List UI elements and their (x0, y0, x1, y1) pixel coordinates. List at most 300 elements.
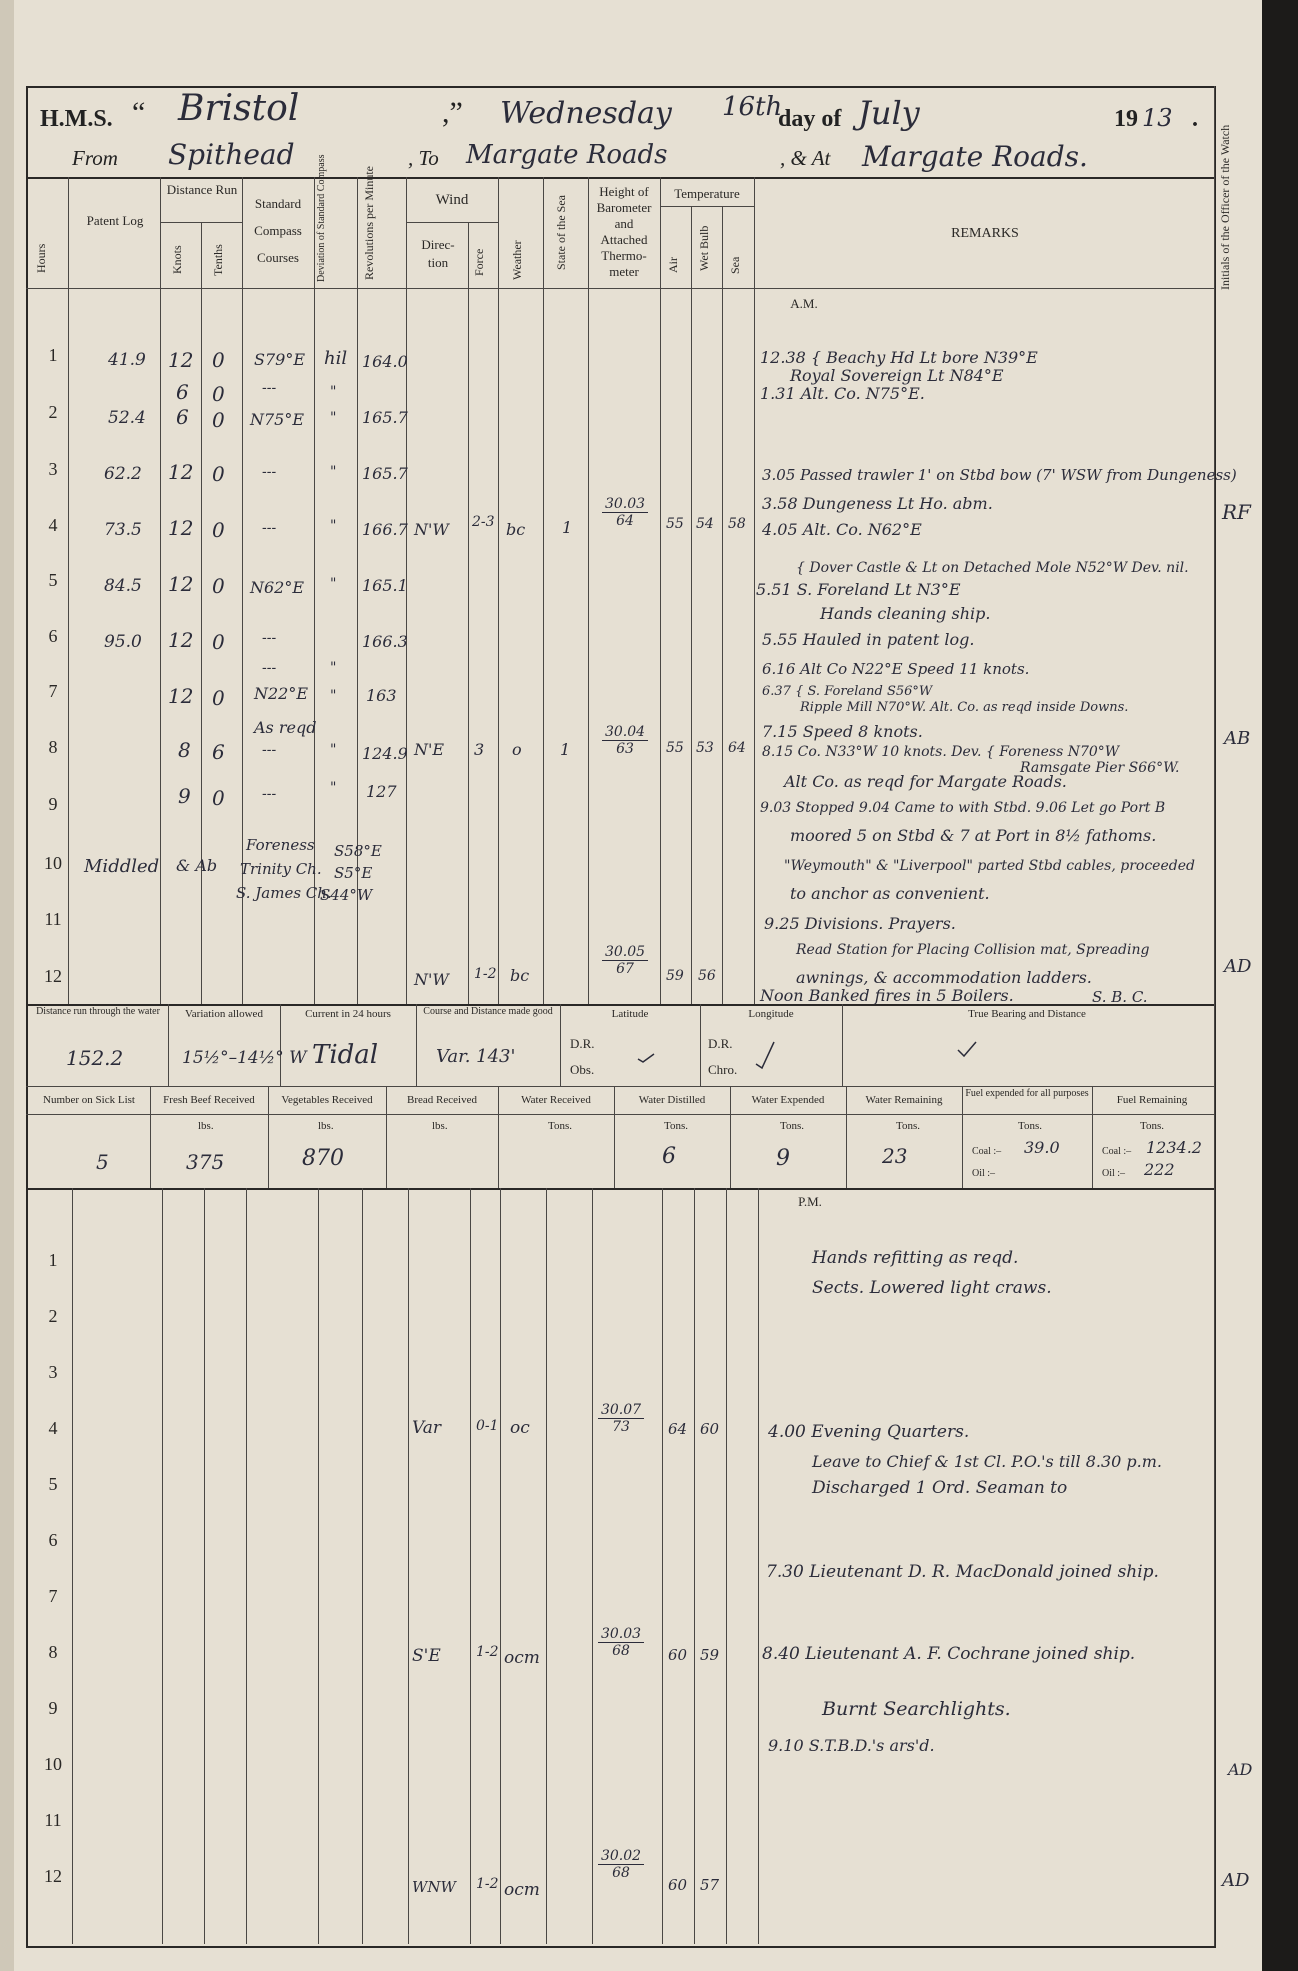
am-hour-5: 5 (48, 570, 58, 590)
am-hour-1: 1 (48, 345, 58, 365)
vline-tenths (242, 177, 243, 1004)
log-value: 52.4 (108, 408, 146, 428)
sup-label-fuel-rem: Fuel Remaining (1116, 1094, 1188, 1106)
bearing-value: S44°W (320, 886, 373, 904)
revs-value: 166.7 (362, 520, 408, 539)
remark-line: 12.38 { Beachy Hd Lt bore N39°E (760, 348, 1038, 367)
wet-bulb-temp: 56 (698, 968, 716, 984)
pm-hour-8: 8 (48, 1642, 58, 1662)
pm-vline-15 (758, 1188, 759, 1944)
am-hour-2: 2 (48, 402, 58, 422)
log-value: 95.0 (104, 632, 142, 652)
remark-line: awnings, & accommodation ladders. (796, 968, 1092, 987)
remark-line: Noon Banked fires in 5 Boilers. (760, 986, 1014, 1005)
log-value: 73.5 (104, 520, 142, 540)
from-label: From (72, 146, 118, 170)
knots-value: 12 (168, 460, 194, 484)
pm-vline-2 (162, 1188, 163, 1944)
month: July (858, 94, 920, 132)
noon-vline-3 (416, 1004, 417, 1086)
course-value: N22°E (254, 684, 309, 703)
vline-log (160, 177, 161, 1004)
weather-value: ocm (504, 1880, 540, 1900)
officer-initials: RF (1222, 500, 1251, 524)
noon-vline-6 (842, 1004, 843, 1086)
vline-air (691, 206, 692, 1004)
remark-line: Hands refitting as reqd. (812, 1248, 1019, 1268)
remark-line: Discharged 1 Ord. Seaman to (812, 1478, 1068, 1498)
oil-remaining-value: 222 (1144, 1160, 1175, 1179)
course-value: --- (262, 464, 277, 480)
remark-line: Burnt Searchlights. (822, 1698, 1011, 1720)
attached-thermometer: 73 (612, 1419, 630, 1435)
lon-dr-label: D.R. (708, 1036, 733, 1051)
noon-vline-5 (700, 1004, 701, 1086)
wet-bulb-temp: 60 (700, 1420, 720, 1438)
at-label: , & At (780, 146, 831, 170)
pm-hour-9: 9 (48, 1698, 58, 1718)
remark-line: Leave to Chief & 1st Cl. P.O.'s till 8.30 p.m. (812, 1452, 1163, 1471)
wind-force: 2-3 (472, 514, 495, 530)
rule-am-bottom (26, 1004, 1214, 1006)
air-temp: 55 (666, 740, 684, 756)
pm-hour-7: 7 (48, 1586, 58, 1606)
open-quote: “ (132, 96, 146, 129)
revs-value: 165.1 (362, 576, 408, 595)
weather-value: ocm (504, 1648, 540, 1668)
coal-remaining-value: 1234.2 (1146, 1138, 1202, 1157)
knots-value: 12 (168, 628, 194, 652)
wind-direction: N'E (414, 740, 445, 759)
officer-initials: AD (1224, 956, 1252, 977)
vline-wet (722, 206, 723, 1004)
deviation-header: Deviation of Standard Compass (316, 154, 327, 282)
course-value: --- (262, 786, 277, 802)
sup-label-water-rem: Water Remaining (865, 1094, 943, 1106)
remark-line: 5.55 Hauled in patent log. (762, 630, 975, 649)
bearing-mark: Trinity Ch. (240, 860, 322, 878)
pm-vline-7 (408, 1188, 409, 1944)
tenths-value: 0 (212, 786, 225, 810)
tenths-value: 0 (212, 518, 225, 542)
vline-temp (754, 177, 755, 1004)
coal-rem-label: Coal :– (1102, 1146, 1132, 1157)
barometer-reading (598, 1848, 644, 1882)
barometer-reading (602, 724, 648, 758)
am-hour-6: 6 (48, 626, 58, 646)
attached-thermometer: 68 (612, 1865, 630, 1881)
deviation-value: " (330, 384, 337, 400)
pm-hour-12: 12 (44, 1866, 62, 1886)
temperature-header: Temperature (674, 186, 740, 201)
noon-label-distance: Distance run through the water (36, 1006, 160, 1017)
barometer-reading (602, 496, 648, 530)
current-value: Tidal (312, 1040, 379, 1070)
direction-header: Direc- tion (421, 237, 455, 270)
remark-line: { Dover Castle & Lt on Detached Mole N52°W Dev. nil. (796, 560, 1189, 576)
sup-vline-3 (386, 1086, 387, 1188)
weather-value: o (512, 740, 522, 759)
pm-label: P.M. (798, 1194, 822, 1209)
pm-vline-10 (546, 1188, 547, 1944)
force-header: Force (472, 248, 486, 276)
remark-line: 7.15 Speed 8 knots. (762, 722, 923, 741)
sup-label-water-dist: Water Distilled (638, 1094, 706, 1106)
tenths-value: 0 (212, 630, 225, 654)
sup-label-bread: Bread Received (407, 1094, 477, 1106)
rule-header-top (26, 177, 1214, 179)
noon-label-course: Course and Distance made good (423, 1006, 553, 1017)
to-place: Margate Roads (466, 140, 668, 170)
pm-hour-6: 6 (48, 1530, 58, 1550)
attached-thermometer: 67 (616, 961, 634, 977)
attached-thermometer: 64 (616, 513, 634, 529)
wet-bulb-temp: 59 (700, 1646, 720, 1664)
pm-vline-12 (662, 1188, 663, 1944)
air-temp: 59 (666, 968, 684, 984)
officer-initials: AD (1222, 1870, 1250, 1891)
deviation-value: " (330, 742, 337, 758)
pm-vline-11 (592, 1188, 593, 1944)
weekday: Wednesday (500, 96, 672, 131)
air-temp: 64 (668, 1420, 688, 1438)
am-hour-9: 9 (48, 794, 58, 814)
day-number: 16th (722, 92, 783, 122)
sup-vline-7 (846, 1086, 847, 1188)
remark-line: 3.58 Dungeness Lt Ho. abm. (762, 494, 993, 513)
barometer-height: 30.07 (598, 1402, 644, 1419)
knots-value: 12 (168, 572, 194, 596)
at-place: Margate Roads. (862, 140, 1088, 173)
air-temp: 55 (666, 516, 684, 532)
unit-lbs: lbs. (198, 1120, 214, 1132)
wind-force: 1-2 (474, 966, 497, 982)
unit-lbs: lbs. (318, 1120, 334, 1132)
vline-force (498, 177, 499, 1004)
weather-header: Weather (510, 240, 524, 280)
attached-thermometer: 68 (612, 1643, 630, 1659)
to-label: , To (408, 146, 439, 170)
day-of-label: day of (778, 106, 842, 132)
attached-thermometer: 63 (616, 741, 634, 757)
deviation-value: " (330, 410, 337, 426)
vline-direction (468, 222, 469, 1004)
remark-line: 6.16 Alt Co N22°E Speed 11 knots. (762, 660, 1030, 678)
tenths-value: 6 (212, 740, 225, 764)
remark-line: Royal Sovereign Lt N84°E (790, 366, 1004, 385)
remark-line: Hands cleaning ship. (820, 604, 991, 623)
pm-vline-3 (204, 1188, 205, 1944)
rule-supplies-header (26, 1114, 1214, 1115)
barometer-header: Height of Barometer and Attached Thermo- meter (596, 184, 652, 279)
oil-exp-label: Oil :– (972, 1168, 996, 1179)
wind-force: 0-1 (476, 1418, 499, 1434)
remark-line: to anchor as convenient. (790, 884, 990, 903)
tenths-value: 0 (212, 462, 225, 486)
tenths-value: 0 (212, 348, 225, 372)
pm-vline-9 (500, 1188, 501, 1944)
fresh-beef-value: 375 (186, 1150, 225, 1174)
unit-tons: Tons. (664, 1120, 688, 1132)
water-expended-value: 9 (776, 1146, 790, 1171)
remark-line: Ramsgate Pier S66°W. (1020, 760, 1180, 776)
pm-vline-14 (726, 1188, 727, 1944)
water-distilled-value: 6 (662, 1144, 676, 1169)
course-value: As reqd (254, 718, 317, 737)
deviation-value: " (330, 464, 337, 480)
tenths-header: Tenths (211, 244, 225, 276)
tenths-value: 0 (212, 382, 225, 406)
knots-header: Knots (170, 245, 184, 275)
wet-bulb-temp: 54 (696, 516, 714, 532)
sup-label-sick: Number on Sick List (43, 1094, 135, 1106)
tenths-value: 0 (212, 686, 225, 710)
patent-log-header: Patent Log (86, 213, 144, 228)
revs-value: 163 (366, 686, 397, 705)
remark-line: Ripple Mill N70°W. Alt. Co. as reqd inside Downs. (800, 700, 1129, 715)
sea-temp: 64 (728, 740, 746, 756)
noon-label-longitude: Longitude (748, 1008, 794, 1020)
pm-vline-6 (362, 1188, 363, 1944)
year-dot: . (1192, 106, 1198, 132)
weather-value: oc (510, 1418, 530, 1438)
bearing-mark: S. James Ch. (236, 884, 332, 902)
knots-value: 12 (168, 684, 194, 708)
wind-direction: N'W (414, 520, 449, 539)
barometer-height: 30.03 (602, 496, 648, 513)
am-hour-11: 11 (44, 909, 62, 929)
pm-hour-3: 3 (48, 1362, 58, 1382)
sick-list-value: 5 (96, 1150, 109, 1174)
noon-vline-1 (168, 1004, 169, 1086)
revs-value: 165.7 (362, 464, 408, 483)
rule-temp-sub (660, 206, 754, 207)
tenths-value: 0 (212, 574, 225, 598)
am-hour-10: 10 (44, 853, 62, 873)
unit-tons: Tons. (896, 1120, 920, 1132)
remark-line: 7.30 Lieutenant D. R. MacDonald joined ship. (766, 1562, 1159, 1582)
oil-rem-label: Oil :– (1102, 1168, 1126, 1179)
sup-vline-6 (730, 1086, 731, 1188)
standard-compass-header: Standard Compass Courses (254, 196, 302, 265)
remark-line: 4.05 Alt. Co. N62°E (762, 520, 922, 539)
pm-hour-11: 11 (44, 1810, 62, 1830)
vline-sea-state (588, 177, 589, 1004)
am-hour-7: 7 (48, 681, 58, 701)
air-header: Air (666, 257, 680, 273)
revs-value: 127 (366, 782, 397, 801)
remark-line: 9.03 Stopped 9.04 Came to with Stbd. 9.06 Let go Port B (760, 800, 1166, 816)
am-hour-4: 4 (48, 515, 58, 535)
wind-direction: Var (412, 1418, 441, 1438)
course-value: --- (262, 742, 277, 758)
hms-label: H.M.S. (40, 106, 113, 132)
bearing-mark: Foreness (246, 836, 315, 854)
weather-value: bc (510, 966, 530, 985)
coal-expended-value: 39.0 (1024, 1138, 1060, 1157)
deviation-value: " (330, 518, 337, 534)
unit-lbs: lbs. (432, 1120, 448, 1132)
barometer-height: 30.03 (598, 1626, 644, 1643)
knots-value: 6 (176, 405, 189, 429)
remark-line: 1.31 Alt. Co. N75°E. (760, 384, 925, 403)
distance-run-value: 152.2 (66, 1046, 124, 1070)
deviation-value: " (330, 576, 337, 592)
course-value: --- (262, 520, 277, 536)
barometer-reading (602, 944, 648, 978)
revs-value: 165.7 (362, 408, 408, 427)
barometer-height: 30.04 (602, 724, 648, 741)
remark-line: Alt Co. as reqd for Margate Roads. (784, 772, 1067, 791)
year-printed: 19 (1114, 106, 1138, 132)
sup-label-beef: Fresh Beef Received (163, 1094, 255, 1106)
noon-vline-4 (560, 1004, 561, 1086)
middled-mark: & Ab (176, 856, 218, 875)
deviation-value: hil (324, 348, 348, 369)
lat-dr-label: D.R. (570, 1036, 595, 1051)
unit-tons: Tons. (780, 1120, 804, 1132)
noon-vline-2 (280, 1004, 281, 1086)
sup-label-veg: Vegetables Received (281, 1094, 373, 1106)
course-value: S79°E (254, 350, 305, 369)
sup-vline-5 (614, 1086, 615, 1188)
sup-vline-1 (150, 1086, 151, 1188)
remark-line: 5.51 S. Foreland Lt N3°E (756, 580, 961, 599)
officer-initials: AB (1224, 728, 1251, 749)
pm-vline-13 (694, 1188, 695, 1944)
barometer-reading (598, 1626, 644, 1660)
unit-tons: Tons. (1018, 1120, 1042, 1132)
pm-vline-8 (470, 1188, 471, 1944)
knots-value: 8 (178, 738, 191, 762)
variation-value: 15½°–14½° W (182, 1048, 307, 1068)
wet-bulb-header: Wet Bulb (697, 225, 711, 271)
bearing-value: S5°E (334, 864, 373, 882)
initials-header: Initials of the Officer of the Watch (1218, 124, 1232, 290)
sea-temp: 58 (728, 516, 746, 532)
wind-direction: WNW (412, 1878, 456, 1896)
revs-value: 166.3 (362, 632, 408, 651)
remark-line: 3.05 Passed trawler 1' on Stbd bow (7' WSW from Dungeness) (762, 466, 1237, 484)
middled-note: Middled (84, 856, 160, 877)
water-remaining-value: 23 (882, 1144, 908, 1168)
remark-line: Read Station for Placing Collision mat, Spreading (796, 942, 1150, 958)
rule-header-bottom (26, 288, 1214, 289)
am-label: A.M. (790, 296, 818, 311)
wind-direction: N'W (414, 970, 449, 989)
unit-tons: Tons. (1140, 1120, 1164, 1132)
from-place: Spithead (168, 138, 295, 171)
remarks-header: REMARKS (951, 226, 1019, 241)
wind-direction: S'E (412, 1646, 441, 1666)
sup-vline-4 (498, 1086, 499, 1188)
tenths-value: 0 (212, 408, 225, 432)
pm-vline-5 (318, 1188, 319, 1944)
remark-line: Sects. Lowered light craws. (812, 1278, 1052, 1298)
deviation-value: " (330, 780, 337, 796)
noon-label-bearing: True Bearing and Distance (968, 1008, 1086, 1020)
lon-chro-label: Chro. (708, 1062, 738, 1077)
remark-line: 9.25 Divisions. Prayers. (764, 914, 956, 933)
remark-signature: S. B. C. (1092, 988, 1148, 1006)
course-value: N62°E (250, 578, 305, 597)
barometer-height: 30.02 (598, 1848, 644, 1865)
log-value: 41.9 (108, 350, 146, 370)
vline-weather (543, 177, 544, 1004)
remark-line: 9.10 S.T.B.D.'s ars'd. (768, 1736, 935, 1755)
wet-bulb-temp: 57 (700, 1876, 720, 1894)
rule-wind-sub (406, 222, 498, 223)
unit-tons: Tons. (548, 1120, 572, 1132)
log-value: 84.5 (104, 576, 142, 596)
course-value: --- (262, 660, 277, 676)
remark-line: moored 5 on Stbd & 7 at Port in 8½ fathoms. (790, 826, 1157, 845)
lat-obs-label: Obs. (570, 1062, 595, 1077)
sea-state-value: 1 (562, 518, 573, 537)
hours-header: Hours (34, 243, 48, 273)
knots-value: 12 (168, 516, 194, 540)
bearing-value: S58°E (334, 842, 382, 860)
sup-vline-9 (1092, 1086, 1093, 1188)
remark-line: 6.37 { S. Foreland S56°W (762, 684, 933, 699)
noon-label-variation: Variation allowed (185, 1008, 263, 1020)
right-rule (1214, 86, 1215, 1946)
am-hour-12: 12 (44, 966, 62, 986)
barometer-reading (598, 1402, 644, 1436)
wind-force: 1-2 (476, 1644, 499, 1660)
course-made-good-value: Var. 143' (436, 1046, 516, 1067)
noon-label-current: Current in 24 hours (305, 1008, 391, 1020)
pm-hour-1: 1 (48, 1250, 58, 1270)
remark-line: 4.00 Evening Quarters. (768, 1422, 970, 1442)
sup-label-water-rec: Water Received (521, 1094, 591, 1106)
barometer-height: 30.05 (602, 944, 648, 961)
pm-vline-4 (246, 1188, 247, 1944)
vline-barometer (660, 177, 661, 1004)
pm-hour-4: 4 (48, 1418, 58, 1438)
close-quote: ,” (442, 96, 463, 129)
course-value: --- (262, 630, 277, 646)
distance-run-header: Distance Run (166, 182, 238, 197)
wind-force: 1-2 (476, 1876, 499, 1892)
sup-vline-2 (268, 1086, 269, 1188)
vline-courses (314, 177, 315, 1004)
am-hour-3: 3 (48, 459, 58, 479)
weather-value: bc (506, 520, 526, 539)
pm-hour-10: 10 (44, 1754, 62, 1774)
revolutions-header: Revolutions per Minute (362, 166, 376, 280)
wind-force: 3 (474, 740, 485, 759)
latitude-check-icon (636, 1052, 656, 1064)
knots-value: 9 (178, 784, 191, 808)
sup-label-water-exp: Water Expended (751, 1094, 825, 1106)
sea-state-value: 1 (560, 740, 571, 759)
deviation-value: " (330, 688, 337, 704)
pm-hour-5: 5 (48, 1474, 58, 1494)
wet-bulb-temp: 53 (696, 740, 714, 756)
rule-noon-bottom (26, 1086, 1214, 1087)
year-handwritten: 13 (1142, 104, 1173, 132)
pm-hour-2: 2 (48, 1306, 58, 1326)
sup-label-fuel-exp: Fuel expended for all purposes (965, 1088, 1089, 1099)
course-value: --- (262, 380, 277, 396)
air-temp: 60 (668, 1876, 688, 1894)
ship-name: Bristol (178, 88, 300, 129)
deviation-value: " (330, 660, 337, 676)
revs-value: 124.9 (362, 744, 408, 763)
revs-value: 164.0 (362, 352, 408, 371)
officer-initials: AD (1228, 1760, 1253, 1779)
